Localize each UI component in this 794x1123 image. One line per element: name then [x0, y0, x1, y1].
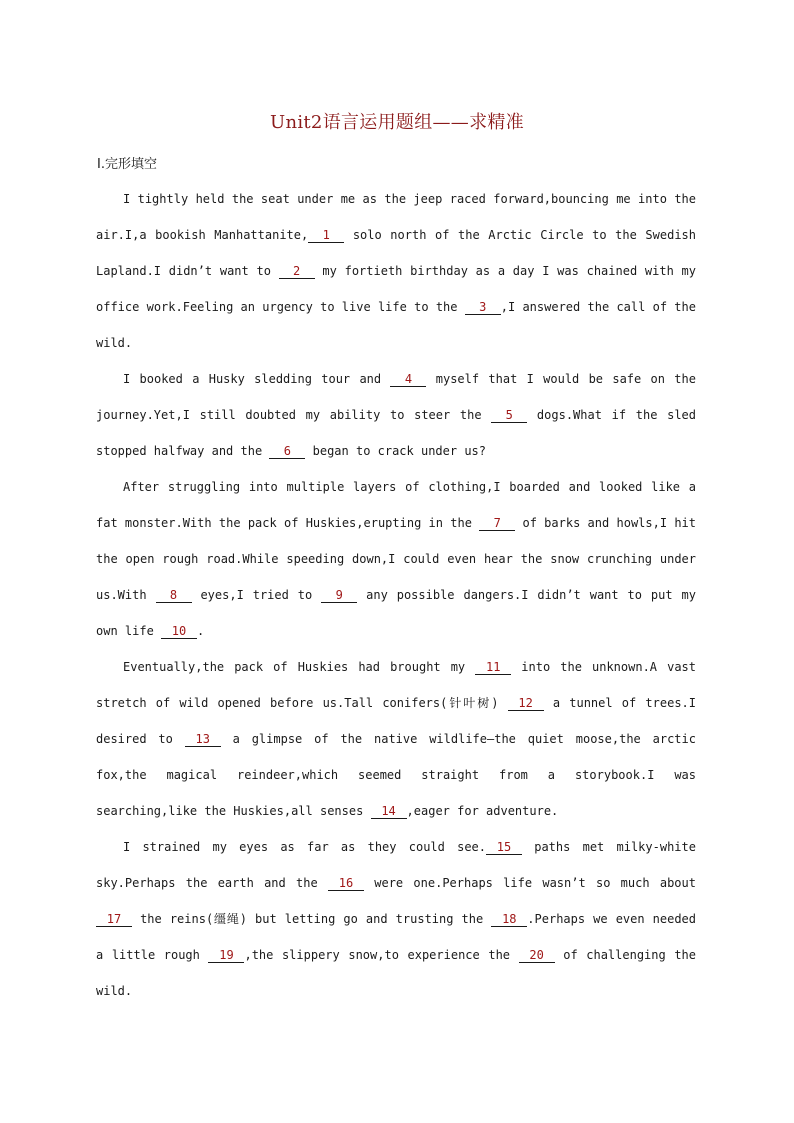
passage-text: ,I answered the call of the wild. — [96, 300, 696, 350]
paragraph-5 — [96, 829, 696, 1009]
blank-9: 9 — [321, 588, 357, 603]
passage-text: .Perhaps we even needed a little rough — [96, 912, 697, 962]
blank-4: 4 — [390, 372, 426, 387]
passage-text: . — [197, 624, 205, 638]
passage-text: began to crack under us? — [305, 444, 487, 458]
passage-text: of challenging the wild. — [96, 948, 696, 998]
blank-2: 2 — [279, 264, 315, 279]
passage-text: ,the slippery snow,to experience the — [244, 948, 519, 962]
passage-text: Eventually,the pack of Huskies had brought my — [123, 660, 476, 674]
passage-text: After struggling into multiple layers of clothing,I boarded and looked like a fat monster.With the pack of Huskies,erupting in the — [96, 480, 696, 530]
passage-text: ,eager for adventure. — [406, 804, 559, 818]
passage-text: I strained my eyes as far as they could see. — [123, 840, 486, 854]
blank-7: 7 — [479, 516, 515, 531]
blank-16: 16 — [328, 876, 364, 891]
cloze-passage — [96, 181, 696, 1009]
blank-3: 3 — [465, 300, 501, 315]
blank-13: 13 — [185, 732, 221, 747]
passage-text: solo north of the Arctic Circle to the Swedish Lapland.I didn’t want to — [96, 228, 696, 278]
blank-18: 18 — [491, 912, 527, 927]
blank-17: 17 — [96, 912, 132, 927]
passage-text: myself that I would be safe on the journey.Yet,I still doubted my ability to steer the — [96, 372, 696, 422]
passage-text: a glimpse of the native wildlife—the quiet moose,the arctic fox,the magical reindeer,which seemed straight from a storybook.I was searching,like the Huskies,all senses — [96, 732, 696, 818]
passage-text: eyes,I tried to — [191, 588, 322, 602]
passage-text: of barks and howls,I hit the open rough road.While speeding down,I could even hear the snow crunching under us.With — [96, 516, 696, 602]
blank-12: 12 — [508, 696, 544, 711]
blank-15: 15 — [486, 840, 522, 855]
blank-8: 8 — [156, 588, 192, 603]
paragraph-3 — [96, 469, 696, 649]
passage-text: I booked a Husky sledding tour and — [123, 372, 391, 386]
passage-text: paths met milky-white sky.Perhaps the earth and the — [96, 840, 696, 890]
passage-text: my fortieth birthday as a day I was chained with my office work.Feeling an urgency to live life to the — [96, 264, 696, 314]
blank-6: 6 — [269, 444, 305, 459]
blank-14: 14 — [371, 804, 407, 819]
passage-text: a tunnel of trees.I desired to — [96, 696, 696, 746]
page-title: Unit2语言运用题组——求精准 — [269, 112, 524, 133]
passage-text: dogs.What if the sled stopped halfway and the — [96, 408, 696, 458]
passage-text: were one.Perhaps life wasn’t so much about — [363, 876, 696, 890]
section-heading: Ⅰ.完形填空 — [97, 157, 157, 172]
paragraph-1 — [96, 181, 696, 361]
blank-19: 19 — [208, 948, 244, 963]
blank-11: 11 — [475, 660, 511, 675]
passage-text: the reins(缰绳) but letting go and trusting the — [132, 912, 492, 926]
paragraph-2 — [96, 361, 696, 469]
passage-text: I tightly held the seat under me as the jeep raced forward,bouncing me into the air.I,a bookish Manhattanite, — [96, 192, 696, 242]
passage-text: into the unknown.A vast stretch of wild opened before us.Tall conifers(针叶树) — [96, 660, 696, 710]
blank-10: 10 — [161, 624, 197, 639]
blank-1: 1 — [308, 228, 344, 243]
passage-text: any possible dangers.I didn’t want to put my own life — [96, 588, 696, 638]
paragraph-4 — [96, 649, 696, 829]
blank-5: 5 — [491, 408, 527, 423]
blank-20: 20 — [519, 948, 555, 963]
